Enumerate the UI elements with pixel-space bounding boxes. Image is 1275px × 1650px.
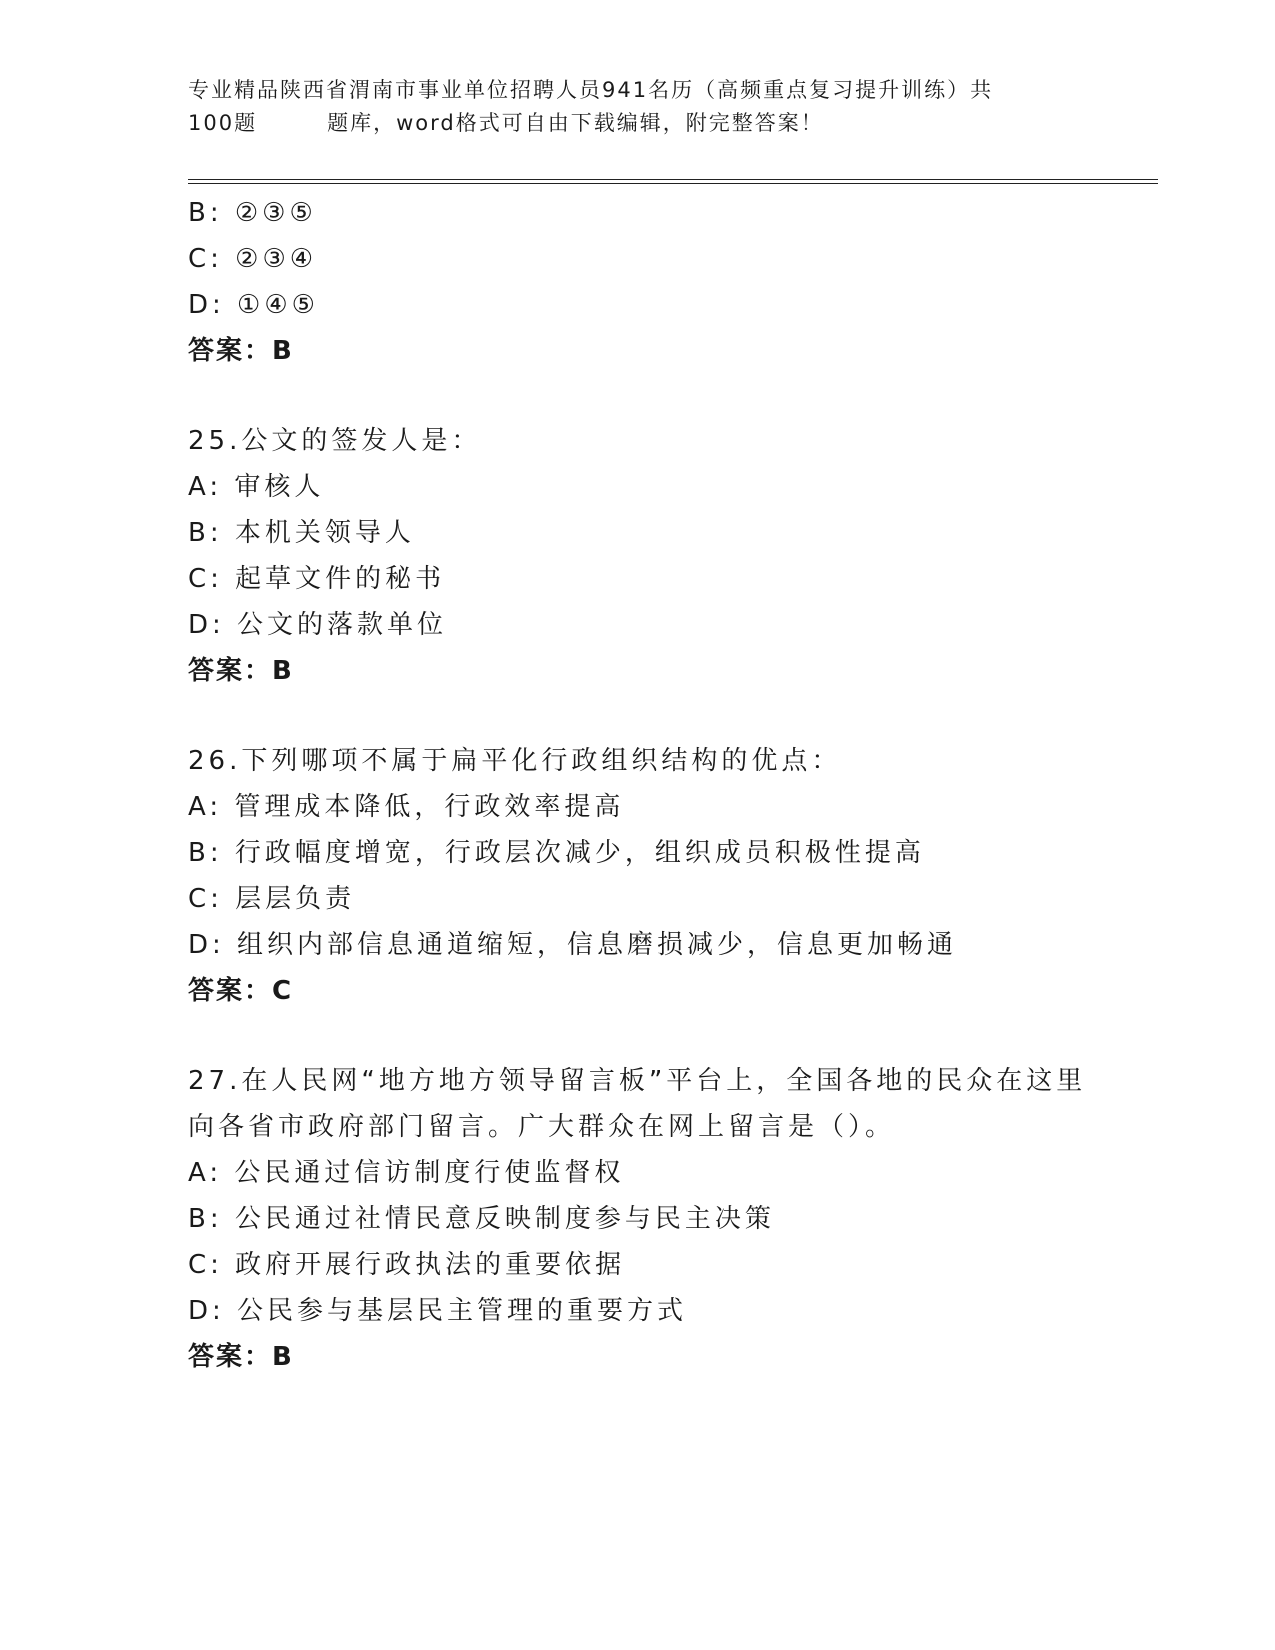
question-text: 26.下列哪项不属于扁平化行政组织结构的优点： <box>188 746 842 776</box>
header-line-2-desc: 题库，word格式可自由下载编辑，附完整答案！ <box>327 111 824 135</box>
header-line-2 <box>188 107 1068 140</box>
option-c: C: ②③④ <box>188 244 318 274</box>
option-a: A: 公民通过信访制度行使监督权 <box>188 1158 625 1188</box>
option-c: C: 政府开展行政执法的重要依据 <box>188 1250 626 1280</box>
question-list <box>188 190 1148 1380</box>
answer: 答案：B <box>188 336 294 366</box>
question-27 <box>188 1058 1148 1380</box>
header-line-2-count: 100题 <box>188 111 258 135</box>
header-divider-bottom <box>188 183 1158 184</box>
option-d: D: 公文的落款单位 <box>188 610 448 640</box>
option-c: C: 层层负责 <box>188 884 356 914</box>
question-26 <box>188 738 1148 1014</box>
option-b: B: ②③⑤ <box>188 198 317 228</box>
option-d: D: 公民参与基层民主管理的重要方式 <box>188 1296 688 1326</box>
question-text: 25.公文的签发人是： <box>188 426 482 456</box>
question-text-line-1: 27.在人民网“地方地方领导留言板”平台上，全国各地的民众在这里 <box>188 1066 1087 1096</box>
document-header <box>188 74 1068 140</box>
answer: 答案：B <box>188 1342 294 1372</box>
option-b: B: 本机关领导人 <box>188 518 415 548</box>
option-a: A: 审核人 <box>188 472 325 502</box>
option-a: A: 管理成本降低，行政效率提高 <box>188 792 625 822</box>
question-text-line-2: 向各省市政府部门留言。广大群众在网上留言是（）。 <box>188 1112 896 1142</box>
prev-question-block <box>188 190 1148 374</box>
header-divider-top <box>188 179 1158 180</box>
option-c: C: 起草文件的秘书 <box>188 564 446 594</box>
answer: 答案：C <box>188 976 294 1006</box>
option-d: D: ①④⑤ <box>188 290 319 320</box>
option-d: D: 组织内部信息通道缩短，信息磨损减少，信息更加畅通 <box>188 930 958 960</box>
question-25 <box>188 418 1148 694</box>
option-b: B: 公民通过社情民意反映制度参与民主决策 <box>188 1204 775 1234</box>
header-line-1: 专业精品陕西省渭南市事业单位招聘人员941名历（高频重点复习提升训练）共 <box>188 78 994 102</box>
answer: 答案：B <box>188 656 294 686</box>
option-b: B: 行政幅度增宽，行政层次减少，组织成员积极性提高 <box>188 838 925 868</box>
